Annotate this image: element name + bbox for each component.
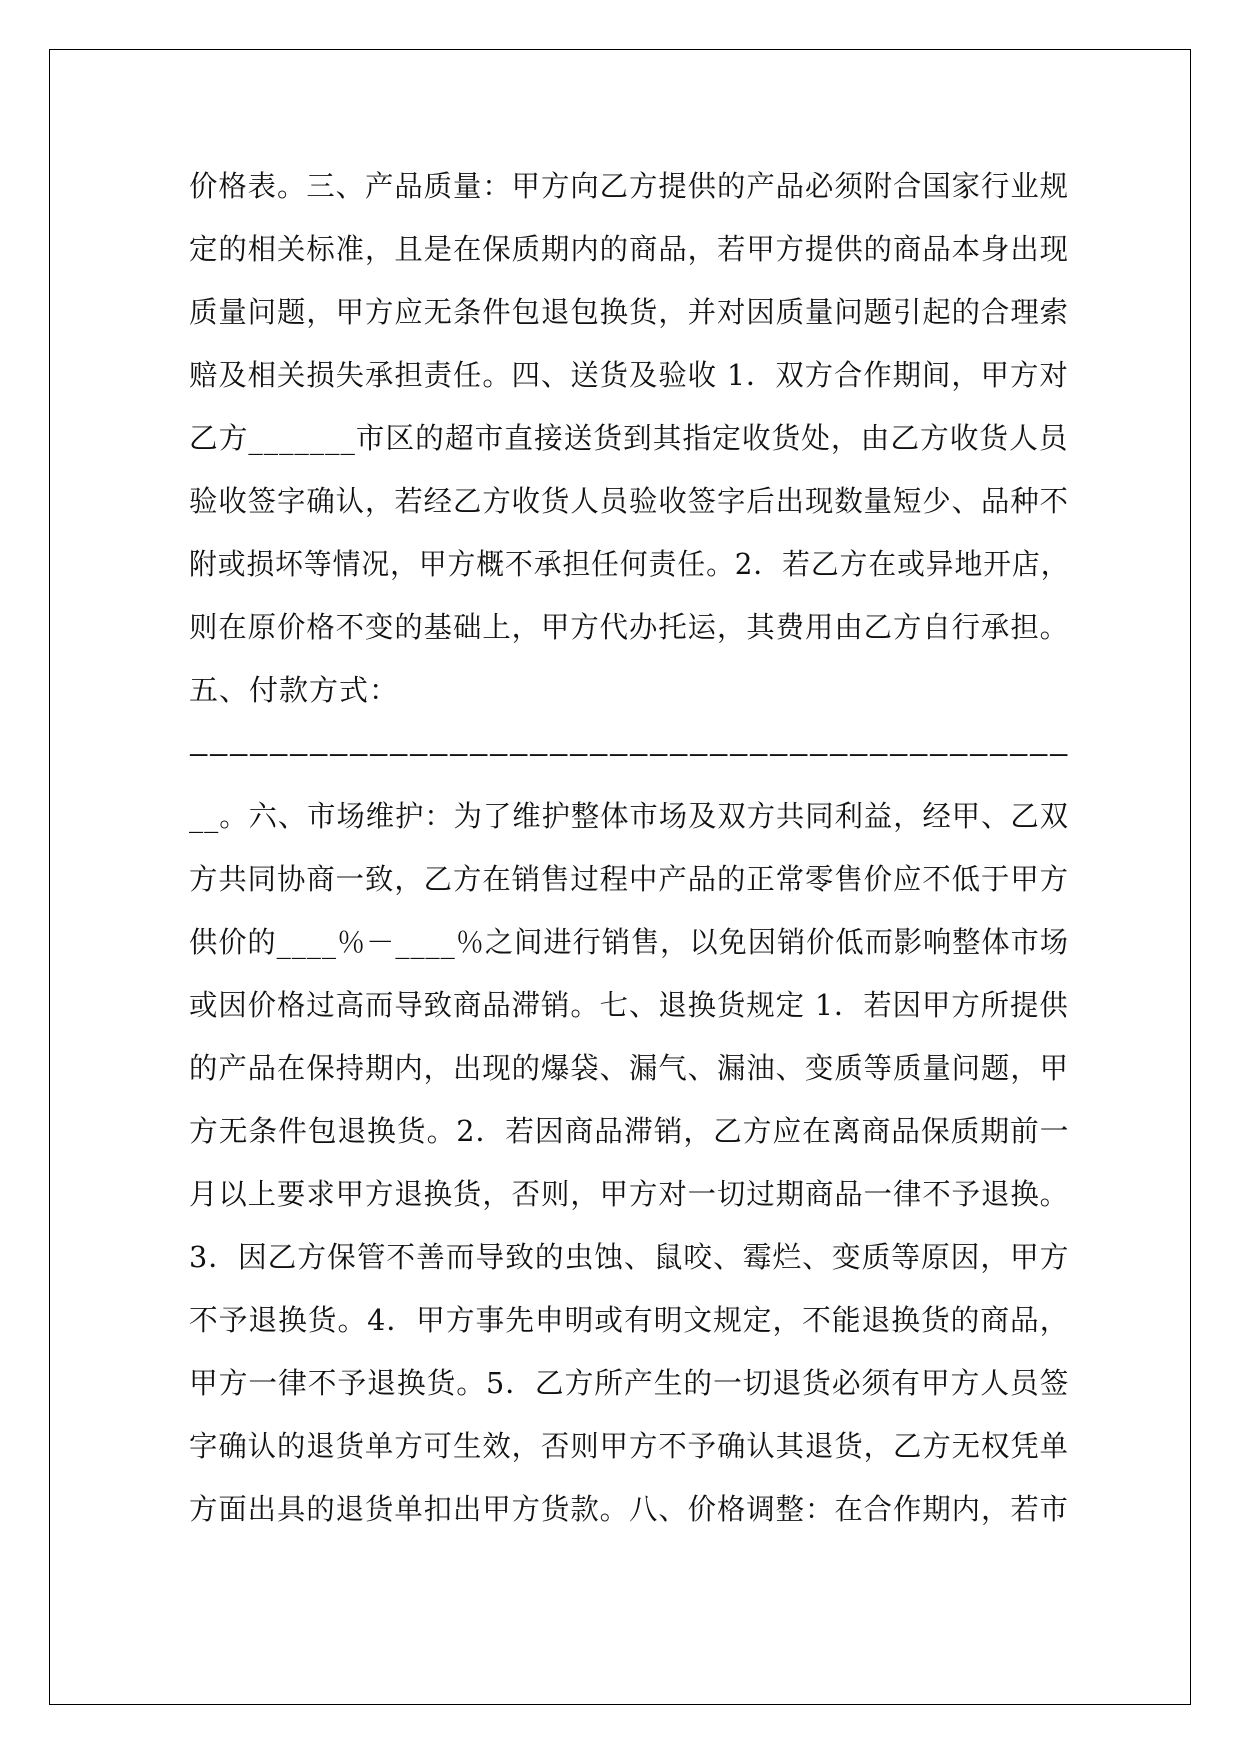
text-line: 或因价格过高而导致商品滞销。七、退换货规定 1．若因甲方所提供 <box>189 988 1069 1022</box>
text-line: 月以上要求甲方退换货，否则，甲方对一切过期商品一律不予退换。 <box>189 1177 1070 1211</box>
text-line: 方无条件包退换货。2．若因商品滞销，乙方应在离商品保质期前一 <box>189 1114 1070 1148</box>
text-line: 字确认的退货单方可生效，否则甲方不予确认其退货，乙方无权凭单 <box>189 1429 1070 1463</box>
blank-rule-line: ———————————————————————————————————————————— <box>189 736 1069 770</box>
text-line: 乙方_______市区的超市直接送货到其指定收货处，由乙方收货人员 <box>189 421 1069 455</box>
text-line: 3．因乙方保管不善而导致的虫蚀、鼠咬、霉烂、变质等原因，甲方 <box>189 1240 1070 1274</box>
text-line: 附或损坏等情况，甲方概不承担任何责任。2．若乙方在或异地开店， <box>189 547 1070 581</box>
text-line: 的产品在保持期内，出现的爆袋、漏气、漏油、变质等质量问题，甲 <box>189 1051 1070 1085</box>
text-line: 方共同协商一致，乙方在销售过程中产品的正常零售价应不低于甲方 <box>189 862 1070 896</box>
text-line: 定的相关标准，且是在保质期内的商品，若甲方提供的商品本身出现 <box>189 232 1070 266</box>
document-body <box>189 155 1069 1541</box>
text-line: __。六、市场维护：为了维护整体市场及双方共同利益，经甲、乙双 <box>189 799 1070 833</box>
text-line: 质量问题，甲方应无条件包退包换货，并对因质量问题引起的合理索 <box>189 295 1070 329</box>
text-line: 则在原价格不变的基础上，甲方代办托运，其费用由乙方自行承担。 <box>189 610 1070 644</box>
text-line: 五、付款方式： <box>189 673 400 707</box>
text-line: 验收签字确认，若经乙方收货人员验收签字后出现数量短少、品种不 <box>189 484 1070 518</box>
text-line: 甲方一律不予退换货。5．乙方所产生的一切退货必须有甲方人员签 <box>189 1366 1070 1400</box>
text-line: 不予退换货。4．甲方事先申明或有明文规定，不能退换货的商品， <box>189 1303 1070 1337</box>
text-line: 赔及相关损失承担责任。四、送货及验收 1．双方合作期间，甲方对 <box>189 358 1069 392</box>
text-line: 价格表。三、产品质量：甲方向乙方提供的产品必须附合国家行业规 <box>189 169 1070 203</box>
text-line: 供价的____％－____％之间进行销售，以免因销价低而影响整体市场 <box>189 925 1070 959</box>
text-line: 方面出具的退货单扣出甲方货款。八、价格调整：在合作期内，若市 <box>189 1492 1070 1526</box>
